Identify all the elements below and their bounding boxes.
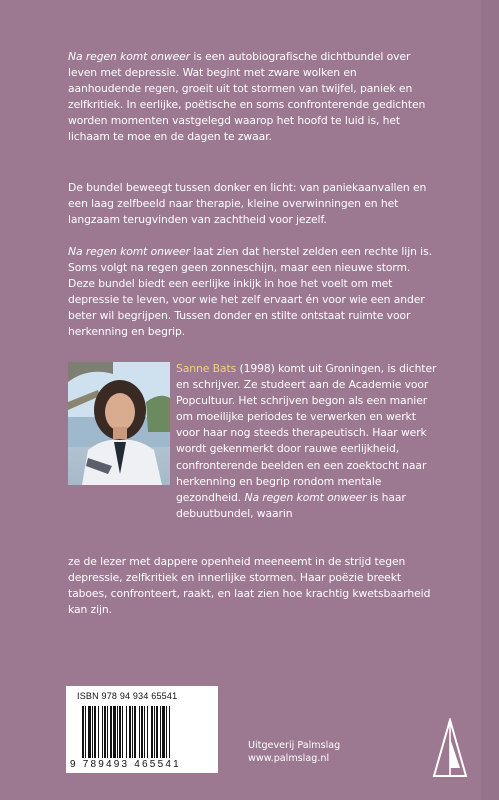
barcode-bar	[107, 706, 108, 758]
publisher-website[interactable]: www.palmslag.nl	[248, 753, 330, 764]
barcode-bar	[169, 706, 170, 758]
barcode-bar	[139, 706, 140, 758]
barcode-bar	[82, 706, 84, 758]
barcode-bar	[98, 706, 99, 758]
barcode-bar	[160, 706, 161, 758]
barcode-bar	[117, 706, 118, 758]
author-bio-bottom	[68, 554, 432, 618]
barcode-bar	[162, 706, 165, 758]
author-name: Sanne Bats	[176, 362, 237, 375]
blurb-paragraph-2	[68, 180, 432, 228]
barcode-bar	[85, 706, 86, 758]
barcode-bar	[88, 706, 91, 758]
barcode-bar	[119, 706, 121, 758]
isbn-digits: 9 789493 465541	[70, 759, 181, 770]
text-segment: ze de lezer met dappere openheid meeneemt in de strijd tegen depressie, zelfkritiek en innerlijke stormen. Haar poëzie breekt taboes, confronteert, raakt, en laat zien hoe krachtig kwetsbaarheid kan zijn.	[68, 555, 431, 617]
publisher-name: Uitgeverij Palmslag	[248, 740, 341, 751]
barcode-bar	[144, 706, 145, 758]
isbn-barcode	[66, 686, 218, 773]
barcode-bar	[122, 706, 123, 758]
barcode-bars	[82, 706, 204, 758]
book-title-italic: Na regen komt onweer	[244, 490, 367, 504]
barcode-bar	[147, 706, 148, 758]
barcode-bar	[113, 706, 116, 758]
author-photo	[68, 362, 170, 485]
barcode-bar	[129, 706, 131, 758]
barcode-bar	[151, 706, 153, 758]
text-segment: De bundel beweegt tussen donker en licht: van paniekaanvallen en een laag zelfbeeld naar therapie, kleine overwinningen en het langzaam terugvinden van zachtheid voor jezelf.	[68, 181, 427, 227]
text-segment: is een autobiografische dichtbundel over leven met depressie. Wat begint met zware wolken en aanhoudende regen, groeit uit tot stormen van twijfel, paniek en zelfkritiek. In eerlijke, poëtische en soms confronterende gedichten worden momenten vastgelegd waarop het hoofd te luid is, het lichaam te moe en de dagen te zwaar.	[68, 50, 426, 144]
barcode-bar	[156, 706, 158, 758]
text-segment: (1998) komt uit Groningen, is dichter en schrijver. Ze studeert aan de Academie voor Popcultuur. Het schrijven begon als een manier om moeilijke periodes te verwerken en werkt voor haar nog steeds therapeutisch. Haar werk wordt gekenmerkt door rauwe eerlijkheid, confronterende beelden en een zoektocht naar herkenning en begrip rondom mentale gezondheid.	[176, 362, 437, 504]
barcode-bar	[104, 706, 106, 758]
author-bio-top	[176, 361, 438, 522]
author-bio-text	[176, 362, 436, 520]
book-title-italic: Na regen komt onweer	[68, 245, 191, 258]
barcode-bar	[126, 706, 127, 758]
barcode-bar	[92, 706, 93, 758]
blurb-paragraph-1	[68, 49, 432, 146]
blurb-paragraph-3	[68, 244, 432, 341]
publisher-info	[248, 739, 340, 765]
text-segment: laat zien dat herstel zelden een rechte lijn is. Soms volgt na regen geen zonneschijn, maar een nieuwe storm. Deze bundel biedt een eerlijke inkijk in hoe het voelt om met depressie te leven, voor wie het zelf ervaart én voor wie een ander beter wil begrijpen. Tussen donder en stilte ontstaat ruimte voor herkenning en begrip.	[68, 245, 432, 339]
barcode-bar	[134, 706, 136, 758]
barcode-bar	[132, 706, 133, 758]
barcode-bar	[94, 706, 96, 758]
barcode-bar	[154, 706, 155, 758]
book-title-italic: Na regen komt onweer	[68, 50, 191, 63]
palmslag-logo-icon	[430, 718, 470, 780]
barcode-bar	[141, 706, 143, 758]
barcode-bar	[166, 706, 167, 758]
spine-edge	[481, 0, 499, 800]
isbn-label: ISBN 978 94 934 65541	[77, 691, 178, 701]
barcode-bar	[102, 706, 103, 758]
text-segment: is haar debuutbundel, waarin	[176, 490, 406, 520]
barcode-bar	[110, 706, 112, 758]
